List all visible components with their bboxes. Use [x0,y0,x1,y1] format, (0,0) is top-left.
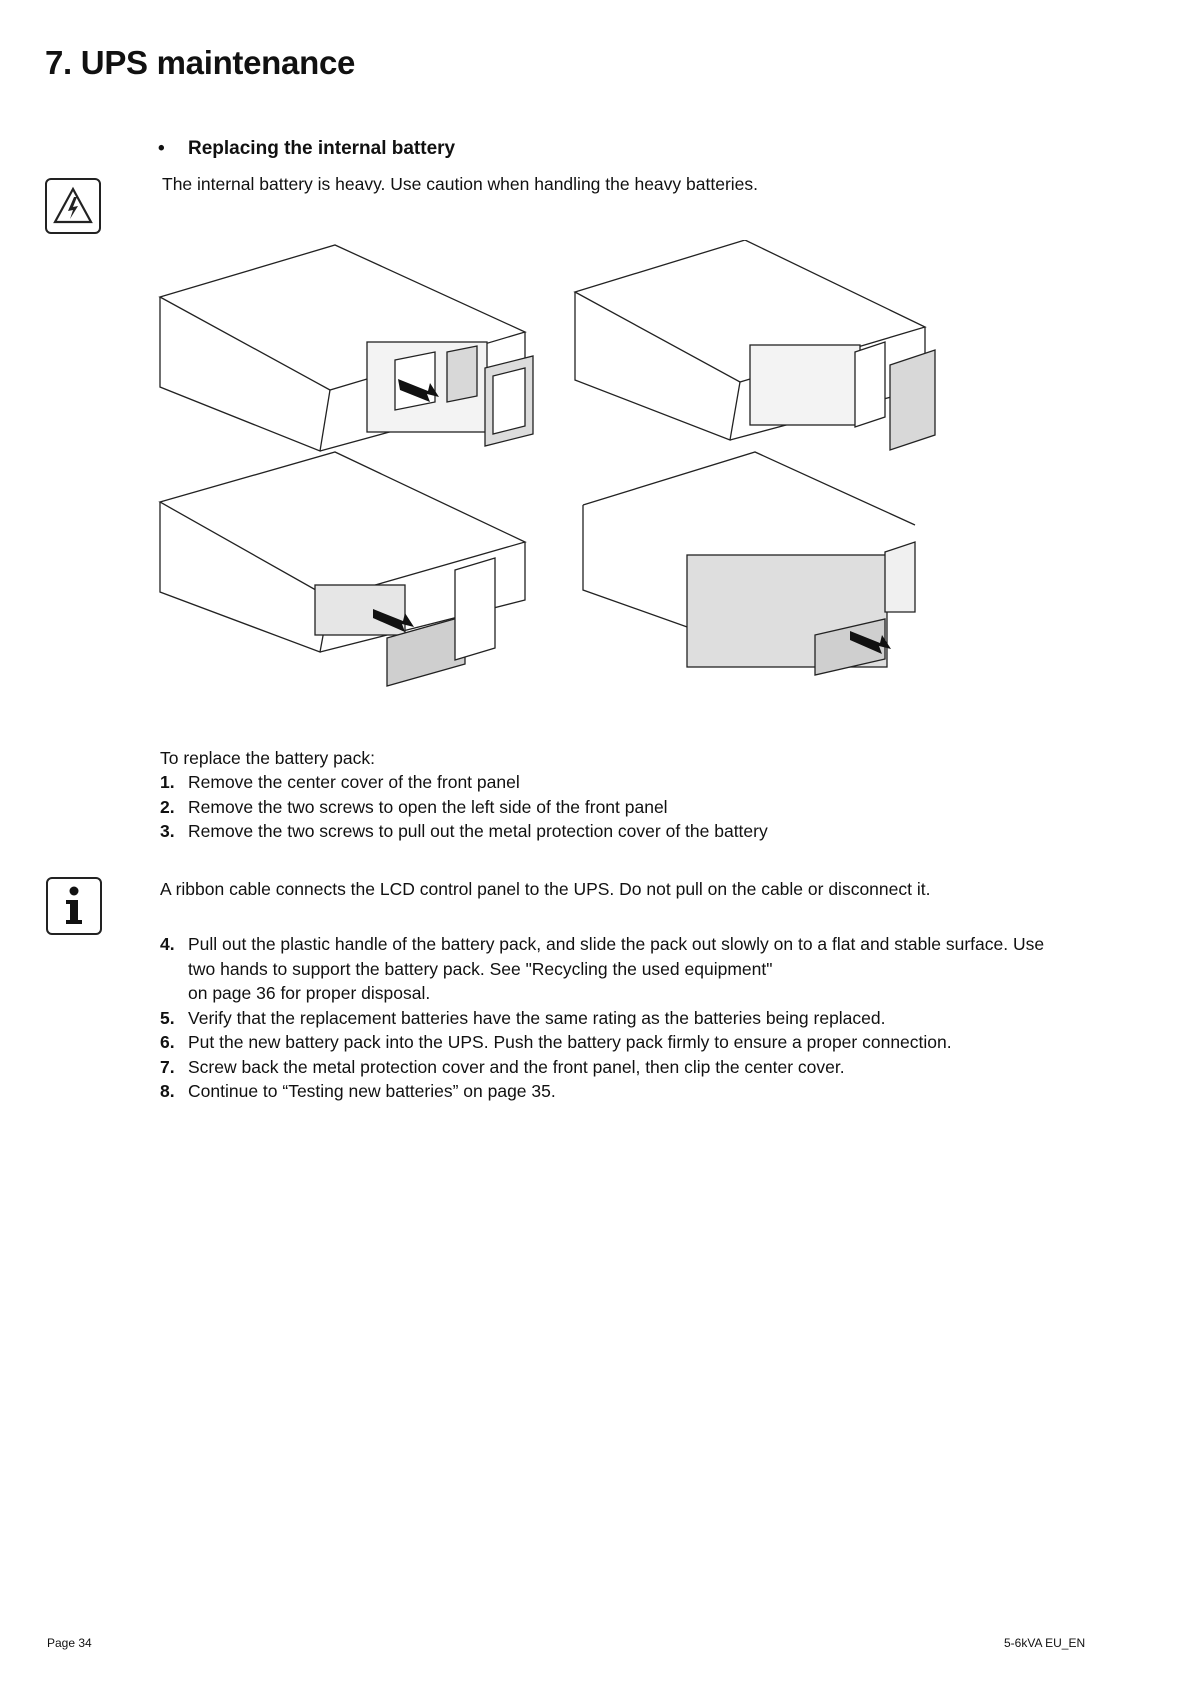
step-text: Put the new battery pack into the UPS. Push the battery pack firmly to ensure a proper connection. [188,1032,952,1052]
list-item [160,1055,1060,1080]
ups-step-1-drawing [160,245,533,451]
bullet: • [158,138,165,159]
step-number: 2. [160,796,175,817]
list-item [160,1079,1060,1104]
ups-step-2-drawing [575,240,935,450]
information-icon [46,877,102,935]
instructions-intro: To replace the battery pack: [160,748,375,768]
ups-step-3-drawing [160,452,525,686]
step-number: 7. [160,1056,175,1077]
list-item [160,932,1060,1006]
page-number: Page 34 [47,1636,92,1650]
electrical-hazard-icon [45,178,101,234]
list-item [160,770,768,795]
battery-replacement-illustration [155,240,975,730]
step-number: 8. [160,1081,175,1101]
step-text: Verify that the replacement batteries have the same rating as the batteries being replaced. [188,1007,886,1028]
steps-list-1 [160,770,768,844]
list-item [160,1030,1060,1055]
step-text: Remove the two screws to pull out the metal protection cover of the battery [188,821,768,841]
step-text: Screw back the metal protection cover and the front panel, then clip the center cover. [188,1056,845,1077]
steps-list-2 [160,932,1060,1104]
step-number: 1. [160,772,175,792]
step-number: 5. [160,1007,175,1028]
ribbon-cable-note: A ribbon cable connects the LCD control panel to the UPS. Do not pull on the cable or disconnect it. [160,879,931,899]
step-number: 3. [160,821,175,841]
step-text: Remove the center cover of the front panel [188,772,520,792]
list-item [160,819,768,844]
section-heading-text: Replacing the internal battery [188,138,456,159]
step-text-line: on page 36 for proper disposal. [188,983,431,1003]
section-heading [158,138,455,160]
step-number: 6. [160,1032,175,1052]
document-code: 5-6kVA EU_EN [1004,1636,1086,1650]
step-text [188,932,1060,1006]
step-text: Continue to “Testing new batteries” on page 35. [188,1081,556,1101]
step-text: Remove the two screws to open the left side of the front panel [188,796,668,817]
page-title: 7. UPS maintenance [45,44,356,81]
step-number: 4. [160,934,175,954]
list-item [160,1006,1060,1031]
caution-text: The internal battery is heavy. Use caution when handling the heavy batteries. [162,174,758,194]
step-text-line: Pull out the plastic handle of the battery pack, and slide the pack out slowly on to a flat and stable surface. Use two hands to support the battery pack. See "Recycling the used equipment" [188,934,1045,979]
list-item [160,795,768,820]
